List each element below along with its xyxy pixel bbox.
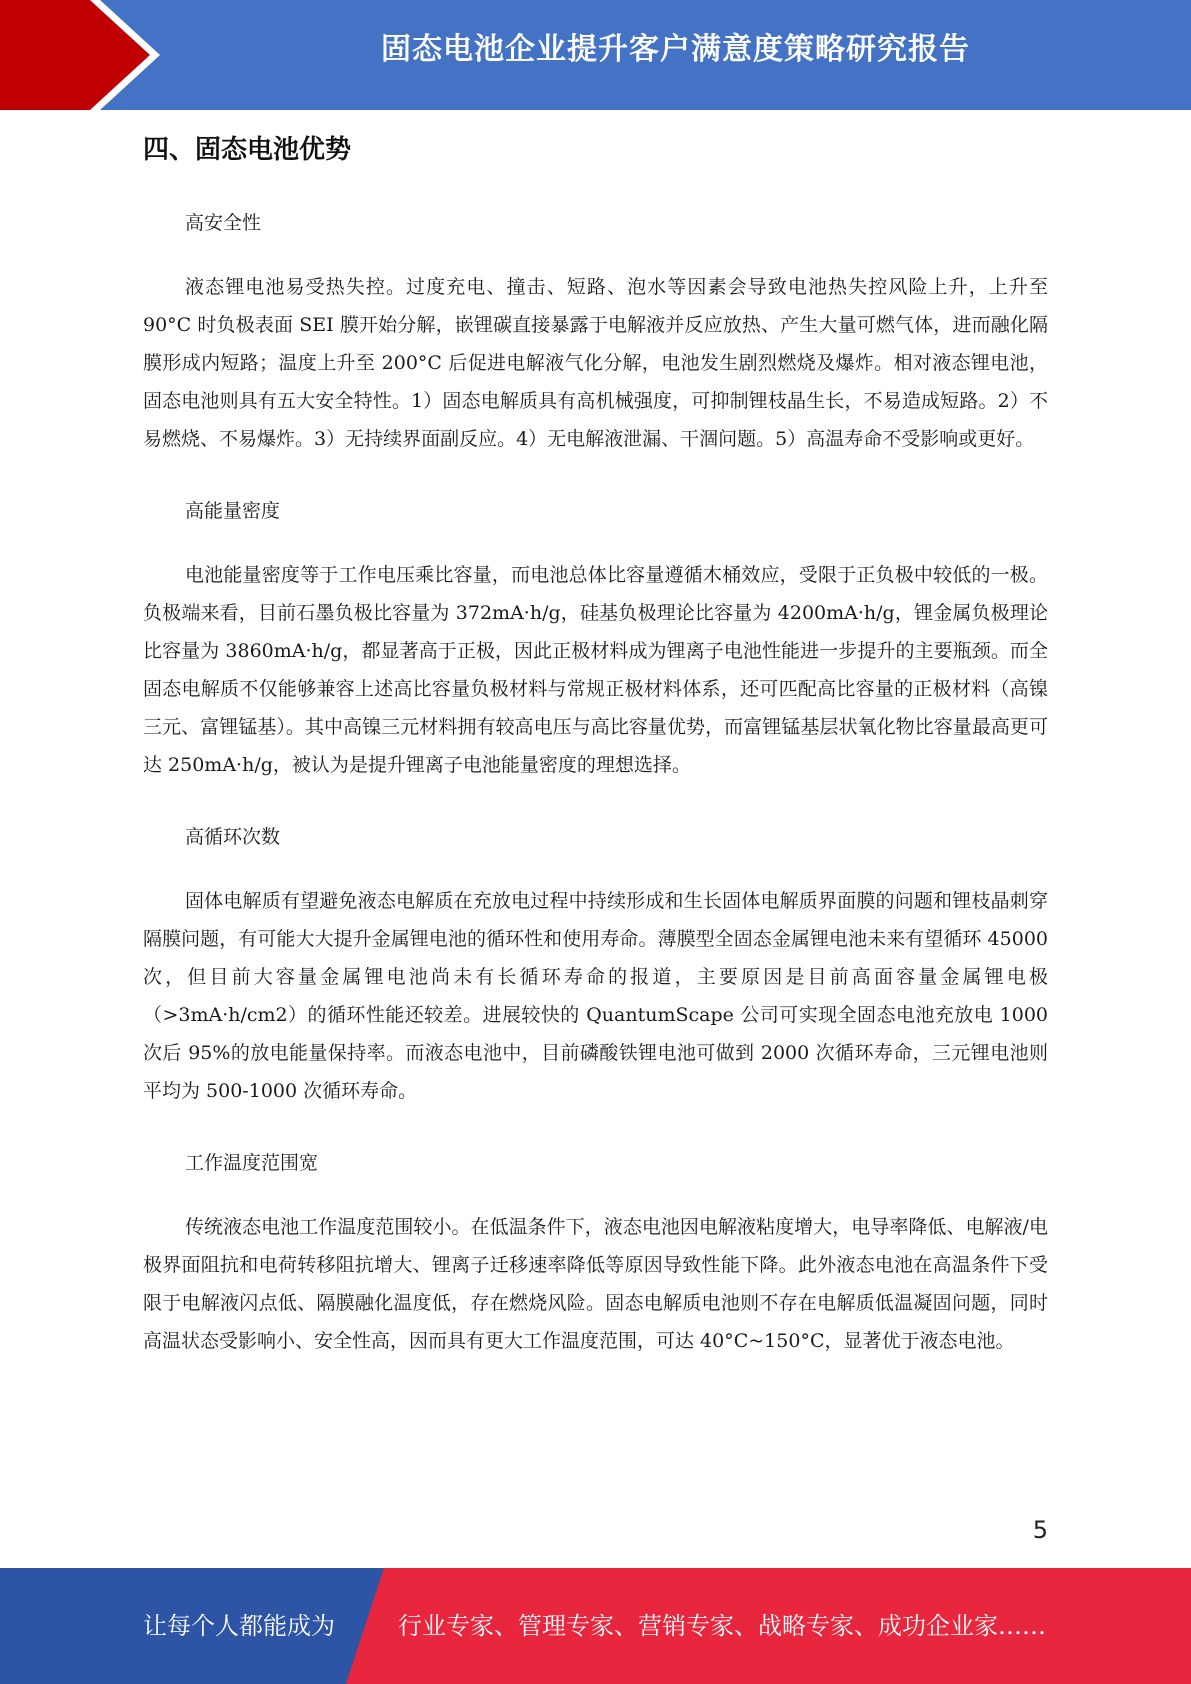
block-high-cycle-count [143,818,1048,1110]
paragraph: 液态锂电池易受热失控。过度充电、撞击、短路、泡水等因素会导致电池热失控风险上升，上升至 90°C 时负极表面 SEI 膜开始分解，嵌锂碳直接暴露于电解液并反应放热、产生大量可燃气体，进而融化隔膜形成内短路；温度上升至 200°C 后促进电解液气化分解，电池发生剧烈燃烧及爆炸。相对液态锂电池，固态电池则具有五大安全特性。1）固态电解质具有高机械强度，可抑制锂枝晶生长，不易造成短路。2）不易燃烧、不易爆炸。3）无持续界面副反应。4）无电解液泄漏、干涸问题。5）高温寿命不受影响或更好。 [143,276,1048,450]
report-title: 固态电池企业提升客户满意度策略研究报告 [381,32,970,67]
paragraph: 固体电解质有望避免液态电解质在充放电过程中持续形成和生长固体电解质界面膜的问题和锂枝晶刺穿隔膜问题，有可能大大提升金属锂电池的循环性和使用寿命。薄膜型全固态金属锂电池未来有望循环 45000 次，但目前大容量金属锂电池尚未有长循环寿命的报道，主要原因是目前高面容量金属锂电极（>3mA·h/cm2）的循环性能还较差。进展较快的 QuantumScape 公司可实现全固态电池充放电 1000 次后 95%的放电能量保持率。而液态电池中，目前磷酸铁锂电池可做到 2000 次循环寿命，三元锂电池则平均为 500-1000 次循环寿命。 [143,890,1048,1102]
header-red-chevron [0,0,150,110]
block-high-safety [143,204,1048,458]
section-title: 四、固态电池优势 [143,135,352,165]
page-content [143,118,1048,1394]
block-wide-temperature-range [143,1144,1048,1360]
footer-slogan-left: 让每个人都能成为 [143,1612,335,1640]
footer-band [0,1568,1191,1684]
paragraph: 传统液态电池工作温度范围较小。在低温条件下，液态电池因电解液粘度增大，电导率降低、电解液/电极界面阻抗和电荷转移阻抗增大、锂离子迁移速率降低等原因导致性能下降。此外液态电池在高温条件下受限于电解液闪点低、隔膜融化温度低，存在燃烧风险。固态电解质电池则不存在电解质低温凝固问题，同时高温状态受影响小、安全性高，因而具有更大工作温度范围，可达 40°C~150°C，显著优于液态电池。 [143,1216,1048,1352]
paragraph: 电池能量密度等于工作电压乘比容量，而电池总体比容量遵循木桶效应，受限于正负极中较低的一极。负极端来看，目前石墨负极比容量为 372mA·h/g，硅基负极理论比容量为 4200mA·h/g，锂金属负极理论比容量为 3860mA·h/g，都显著高于正极，因此正极材料成为锂离子电池性能进一步提升的主要瓶颈。而全固态电解质不仅能够兼容上述高比容量负极材料与常规正极材料体系，还可匹配高比容量的正极材料（高镍三元、富锂锰基）。其中高镍三元材料拥有较高电压与高比容量优势，而富锂锰基层状氧化物比容量最高更可达 250mA·h/g，被认为是提升锂离子电池能量密度的理想选择。 [143,564,1048,776]
page-number: 5 [1032,1516,1048,1544]
header-band [0,0,1191,110]
sub-heading: 高循环次数 [185,826,281,848]
sub-heading: 高能量密度 [185,500,281,522]
footer-slogan-right: 行业专家、管理专家、营销专家、战略专家、成功企业家…… [398,1612,1046,1640]
sub-heading: 工作温度范围宽 [185,1152,319,1174]
block-high-energy-density [143,492,1048,784]
sub-heading: 高安全性 [185,212,262,234]
